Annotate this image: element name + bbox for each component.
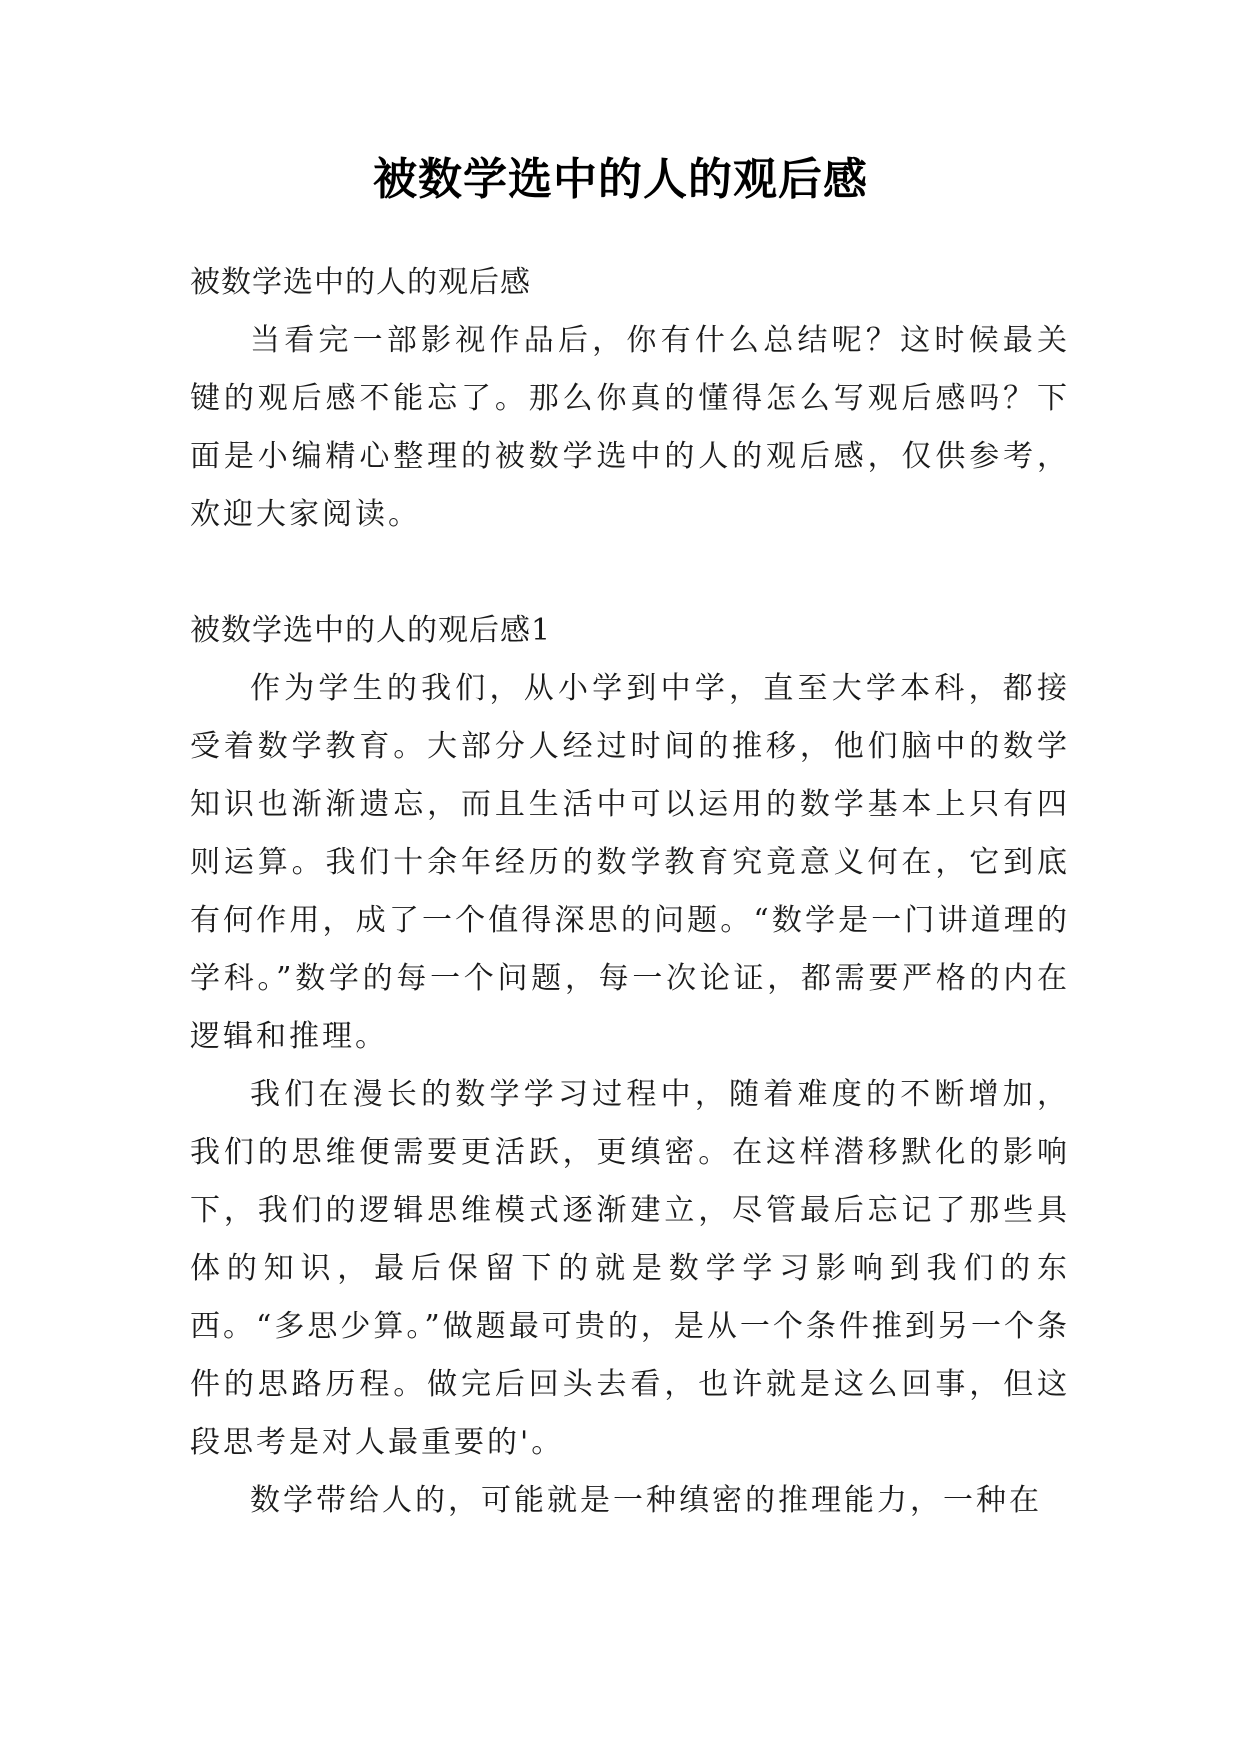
document-title: 被数学选中的人的观后感 — [373, 154, 868, 205]
section1-paragraph-2: 我们在漫长的数学学习过程中，随着难度的不断增加，我们的思维便需要更活跃，更缜密。在这样潜移默化的影响下，我们的逻辑思维模式逐渐建立，尽管最后忘记了那些具体的知识，最后保留下的就是数学学习影响到我们的东西。“多思少算。”做题最可贵的，是从一个条件推到另一个条件的思路历程。做完后回头去看，也许就是这么回事，但这段思考是对人最重要的'。 — [190, 1077, 1070, 1460]
document-body — [190, 254, 1070, 1530]
intro-paragraph: 当看完一部影视作品后，你有什么总结呢？这时候最关键的观后感不能忘了。那么你真的懂得怎么写观后感吗？下面是小编精心整理的被数学选中的人的观后感，仅供参考，欢迎大家阅读。 — [190, 323, 1070, 532]
section-spacer — [190, 544, 1070, 602]
section1-heading: 被数学选中的人的观后感1 — [190, 613, 552, 648]
intro-heading: 被数学选中的人的观后感 — [190, 265, 531, 300]
section1-paragraph-3: 数学带给人的，可能就是一种缜密的推理能力，一种在 — [250, 1483, 1042, 1518]
section1-paragraph-1: 作为学生的我们，从小学到中学，直至大学本科，都接受着数学教育。大部分人经过时间的推移，他们脑中的数学知识也渐渐遗忘，而且生活中可以运用的数学基本上只有四则运算。我们十余年经历的数学教育究竟意义何在，它到底有何作用，成了一个值得深思的问题。“数学是一门讲道理的学科。”数学的每一个问题，每一次论证，都需要严格的内在逻辑和推理。 — [190, 671, 1070, 1054]
